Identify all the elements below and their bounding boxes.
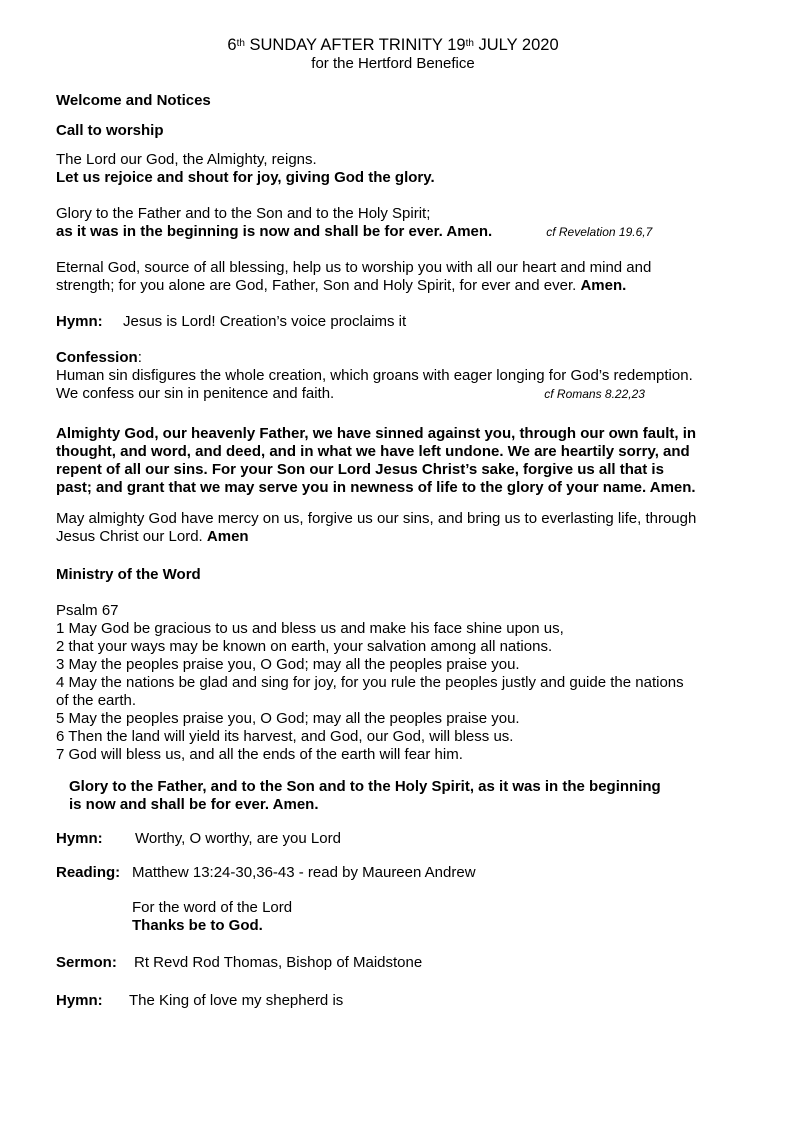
order-of-service bbox=[56, 36, 740, 1010]
revelation-citation: cf Revelation 19.6,7 bbox=[546, 225, 653, 239]
absolution-line-2: Jesus Christ our Lord. Amen bbox=[56, 528, 249, 545]
page-subtitle: for the Hertford Benefice bbox=[311, 55, 475, 72]
psalm-verse: of the earth. bbox=[56, 692, 137, 709]
opening-prayer-line-1: Eternal God, source of all blessing, help us to worship you with all our heart and mind and bbox=[56, 259, 652, 276]
confession-line-2: We confess our sin in penitence and faith. cf Romans 8.22,23 bbox=[56, 385, 645, 402]
opening-prayer-line-2: strength; for you alone are God, Father, Son and Holy Spirit, for ever and ever. Amen. bbox=[56, 277, 627, 294]
hymn-1: Hymn: Jesus is Lord! Creation’s voice proclaims it bbox=[56, 313, 407, 330]
call-to-worship-heading: Call to worship bbox=[56, 122, 164, 139]
call-line-4: as it was in the beginning is now and shall be for ever. Amen. cf Revelation 19.6,7 bbox=[56, 223, 653, 240]
confession-prayer-line-2: thought, and word, and deed, and in what we have left undone. We are heartily sorry, and bbox=[56, 443, 690, 460]
hymn-2: Hymn: Worthy, O worthy, are you Lord bbox=[56, 830, 341, 847]
confession-line-1: Human sin disfigures the whole creation, which groans with eager longing for God’s redemption. bbox=[56, 367, 693, 384]
confession-prayer-line-4: past; and grant that we may serve you in newness of life to the glory of your name. Amen. bbox=[56, 479, 696, 496]
hymn-3: Hymn: The King of love my shepherd is bbox=[56, 992, 344, 1009]
psalm-verse: 3 May the peoples praise you, O God; may all the peoples praise you. bbox=[56, 656, 520, 673]
psalm-verse: 2 that your ways may be known on earth, your salvation among all nations. bbox=[56, 638, 553, 655]
romans-citation: cf Romans 8.22,23 bbox=[544, 387, 645, 401]
gloria-line-1: Glory to the Father, and to the Son and to the Holy Spirit, as it was in the beginning bbox=[69, 778, 661, 795]
psalm-title: Psalm 67 bbox=[56, 602, 119, 619]
psalm-verse: 5 May the peoples praise you, O God; may all the peoples praise you. bbox=[56, 710, 520, 727]
confession-heading: Confession: bbox=[56, 349, 142, 366]
page-title: 6th SUNDAY AFTER TRINITY 19th JULY 2020 bbox=[227, 36, 559, 54]
welcome-heading: Welcome and Notices bbox=[56, 92, 211, 109]
call-line-3: Glory to the Father and to the Son and to the Holy Spirit; bbox=[56, 205, 431, 222]
psalm-verse: 4 May the nations be glad and sing for joy, for you rule the peoples justly and guide the nations bbox=[56, 674, 684, 691]
reading-response-1: For the word of the Lord bbox=[132, 899, 293, 916]
confession-prayer-line-1: Almighty God, our heavenly Father, we have sinned against you, through our own fault, in bbox=[56, 425, 697, 442]
reading: Reading: Matthew 13:24-30,36-43 - read by Maureen Andrew bbox=[56, 864, 476, 881]
absolution-line-1: May almighty God have mercy on us, forgive us our sins, and bring us to everlasting life, through bbox=[56, 510, 697, 527]
psalm-verse: 6 Then the land will yield its harvest, and God, our God, will bless us. bbox=[56, 728, 514, 745]
confession-prayer-line-3: repent of all our sins. For your Son our Lord Jesus Christ’s sake, forgive us all that is bbox=[56, 461, 664, 478]
psalm-verse: 1 May God be gracious to us and bless us and make his face shine upon us, bbox=[56, 620, 564, 637]
psalm-verse: 7 God will bless us, and all the ends of the earth will fear him. bbox=[56, 746, 463, 763]
call-line-1: The Lord our God, the Almighty, reigns. bbox=[56, 151, 317, 168]
gloria-line-2: is now and shall be for ever. Amen. bbox=[69, 796, 319, 813]
call-line-2: Let us rejoice and shout for joy, giving God the glory. bbox=[56, 169, 435, 186]
reading-response-2: Thanks be to God. bbox=[132, 917, 263, 934]
sermon: Sermon: Rt Revd Rod Thomas, Bishop of Maidstone bbox=[56, 954, 423, 971]
ministry-heading: Ministry of the Word bbox=[56, 566, 201, 583]
